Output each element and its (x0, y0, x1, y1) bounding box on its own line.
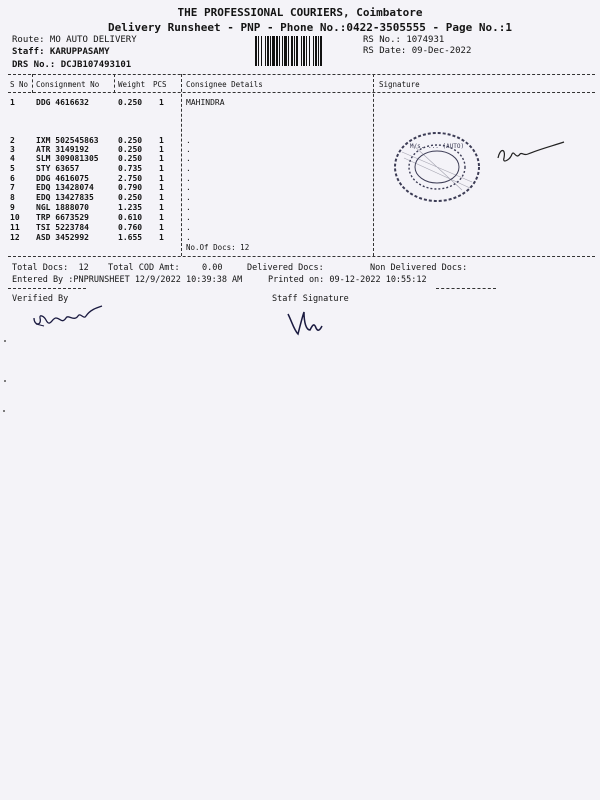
no-of-docs: No.Of Docs: 12 (186, 243, 250, 252)
printed-on: Printed on: 09-12-2022 10:55:12 (268, 275, 427, 285)
row-weight: 0.250 (118, 136, 143, 145)
col-header-weight: Weight (118, 80, 146, 89)
row-sno: 3 (10, 145, 15, 154)
row-pcs: 1 (159, 154, 164, 163)
row-pcs: 1 (159, 98, 164, 107)
row-weight: 0.250 (118, 145, 143, 154)
row-pcs: 1 (159, 183, 164, 192)
row-consignment: DDG 4616075 (36, 174, 89, 183)
document-subtitle: Delivery Runsheet - PNP - Phone No.:0422-3505555 - Page No.:1 (108, 21, 512, 34)
document-title: THE PROFESSIONAL COURIERS, Coimbatore (177, 6, 423, 19)
total-cod-label: Total COD Amt: (108, 263, 180, 273)
row-weight: 2.750 (118, 174, 143, 183)
row-weight: 0.250 (118, 98, 143, 107)
row-pcs: 1 (159, 136, 164, 145)
row-weight: 0.250 (118, 154, 143, 163)
col-header-pcs: PCS (153, 80, 167, 89)
verified-signature-scribble (30, 304, 110, 330)
row-consignment: STY 63657 (36, 164, 80, 173)
row-consignee: . (186, 213, 191, 222)
col-divider (181, 74, 182, 256)
row-sno: 10 (10, 213, 20, 222)
row-consignment: EDQ 13427835 (36, 193, 94, 202)
col-header-signature: Signature (379, 80, 420, 89)
row-pcs: 1 (159, 164, 164, 173)
staff-signature-scribble (284, 308, 326, 338)
row-consignee: . (186, 203, 191, 212)
row-consignment: TSI 5223784 (36, 223, 89, 232)
rs-date: RS Date: 09-Dec-2022 (363, 46, 472, 56)
row-sno: 1 (10, 98, 15, 107)
row-pcs: 1 (159, 174, 164, 183)
company-stamp (392, 130, 482, 204)
row-sno: 8 (10, 193, 15, 202)
row-consignee: . (186, 223, 191, 232)
row-consignee: . (186, 183, 191, 192)
table-top-rule (8, 74, 595, 75)
staff-label: Staff: KARUPPASAMY (12, 47, 110, 57)
row-consignee: . (186, 145, 191, 154)
scan-speck (4, 380, 6, 382)
stamp-text: M/s. ... (AUTO) (409, 143, 465, 150)
table-header-rule (8, 92, 595, 93)
col-header-consignment: Consignment No (36, 80, 100, 89)
row-sno: 9 (10, 203, 15, 212)
row-pcs: 1 (159, 145, 164, 154)
col-header-consignee: Consignee Details (186, 80, 263, 89)
consignee-signature-scribble (492, 138, 567, 168)
row-consignment: ASD 3452992 (36, 233, 89, 242)
entered-by: Entered By :PNPRUNSHEET 12/9/2022 10:39:38 AM (12, 275, 243, 285)
col-divider (114, 74, 115, 93)
row-consignee: . (186, 164, 191, 173)
delivered-docs: Delivered Docs: (247, 263, 324, 273)
drs-number: DRS No.: DCJB107493101 (12, 60, 132, 70)
scan-speck (4, 340, 6, 342)
total-docs: Total Docs: 12 (12, 263, 89, 273)
row-pcs: 1 (159, 233, 164, 242)
total-cod-value: 0.00 (202, 263, 223, 273)
row-sno: 5 (10, 164, 15, 173)
row-pcs: 1 (159, 203, 164, 212)
row-weight: 0.760 (118, 223, 143, 232)
col-header-sno: S No (10, 80, 29, 89)
col-divider (373, 74, 374, 256)
row-consignment: SLM 309081305 (36, 154, 99, 163)
row-pcs: 1 (159, 213, 164, 222)
row-weight: 0.250 (118, 193, 143, 202)
row-weight: 0.790 (118, 183, 143, 192)
verified-by-label: Verified By (12, 294, 69, 304)
col-divider (32, 74, 33, 93)
staff-signature-label: Staff Signature (272, 294, 349, 304)
row-consignment: DDG 4616632 (36, 98, 89, 107)
footer-rule (436, 288, 496, 289)
row-consignee: . (186, 233, 191, 242)
row-consignment: TRP 6673529 (36, 213, 89, 222)
row-weight: 1.655 (118, 233, 143, 242)
row-sno: 4 (10, 154, 15, 163)
row-weight: 1.235 (118, 203, 143, 212)
scan-speck (3, 410, 5, 412)
row-weight: 0.735 (118, 164, 143, 173)
row-consignment: EDQ 13428074 (36, 183, 94, 192)
footer-rule (8, 288, 86, 289)
non-delivered-docs: Non Delivered Docs: (370, 263, 468, 273)
rs-number: RS No.: 1074931 (363, 35, 445, 45)
barcode (255, 36, 355, 66)
route-label: Route: MO AUTO DELIVERY (12, 35, 137, 45)
row-sno: 7 (10, 183, 15, 192)
row-consignment: NGL 1888070 (36, 203, 89, 212)
barcode-bar (322, 36, 323, 66)
row-consignee: . (186, 136, 191, 145)
row-consignee: . (186, 193, 191, 202)
row-sno: 6 (10, 174, 15, 183)
row-sno: 11 (10, 223, 20, 232)
row-consignee: . (186, 154, 191, 163)
row-sno: 2 (10, 136, 15, 145)
row-consignment: ATR 3149192 (36, 145, 89, 154)
row-consignee: MAHINDRA (186, 98, 225, 107)
row-pcs: 1 (159, 193, 164, 202)
row-consignee: . (186, 174, 191, 183)
table-bottom-rule (8, 256, 595, 257)
row-weight: 0.610 (118, 213, 143, 222)
row-sno: 12 (10, 233, 20, 242)
row-consignment: IXM 502545863 (36, 136, 99, 145)
row-pcs: 1 (159, 223, 164, 232)
